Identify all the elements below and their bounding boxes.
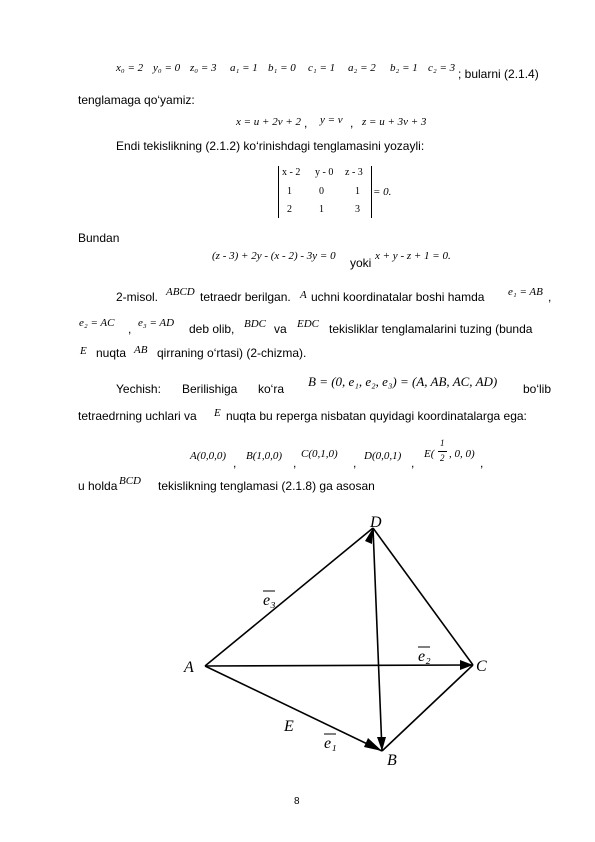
yechish-w1: Yechish: bbox=[116, 382, 161, 396]
sep2: , bbox=[350, 116, 354, 130]
ex2-comma2: , bbox=[128, 322, 132, 336]
det-r3c2: 1 bbox=[319, 204, 324, 215]
yechish-w3: ko‘ra bbox=[258, 382, 285, 396]
label-b: B bbox=[387, 752, 397, 769]
last-rest: tekislikning tenglamasi (2.1.8) ga asosan bbox=[158, 479, 375, 493]
eq-z0: z₀ = 3 bbox=[190, 62, 217, 74]
det-equals: = 0. bbox=[373, 186, 392, 198]
determinant bbox=[278, 166, 372, 218]
coord-e-post: , 0, 0) bbox=[449, 448, 475, 460]
ex2-label: 2-misol. bbox=[116, 290, 159, 304]
last-u: u holda bbox=[78, 479, 118, 493]
eq-y0: y₀ = 0 bbox=[153, 62, 181, 74]
coord-d: D(0,0,1) bbox=[364, 450, 402, 462]
yechish-line2a: tetraedrning uchlari va bbox=[78, 409, 197, 423]
yechish-line2b: nuqta bu reperga nisbatan quyidagi koordinatalarga ega: bbox=[226, 409, 527, 423]
label-a: A bbox=[184, 659, 194, 676]
coord-a: A(0,0,0) bbox=[190, 450, 227, 462]
ex2-p2: tetraedr berilgan. bbox=[200, 290, 291, 304]
edge-ab bbox=[205, 666, 382, 751]
eq-a2: a₂ = 2 bbox=[348, 62, 376, 74]
coord-e-den: 2 bbox=[440, 453, 445, 463]
eq-a1: a₁ = 1 bbox=[230, 62, 258, 74]
edge-ac bbox=[205, 665, 473, 666]
line2-text: tenglamaga qo‘yamiz: bbox=[78, 93, 195, 107]
param-z: z = u + 3v + 3 bbox=[362, 116, 427, 128]
bundan-text: Bundan bbox=[78, 231, 120, 245]
coord-e-pre: E( bbox=[424, 448, 435, 460]
coord-sep1: , bbox=[233, 456, 237, 470]
ex2-p5: tekisliklar tenglamalarini tuzing (bunda bbox=[329, 322, 533, 336]
ex2-comma1: , bbox=[548, 290, 552, 304]
det-r3c3: 3 bbox=[355, 204, 360, 215]
yechish-w4: bo‘lib bbox=[523, 382, 552, 396]
label-e: E bbox=[284, 718, 294, 735]
edge-db bbox=[373, 528, 382, 751]
det-r1c3: z - 3 bbox=[345, 167, 363, 178]
yechish-w2: Berilishiga bbox=[182, 382, 238, 396]
ex2-e1: e₁ = AB bbox=[508, 286, 543, 298]
edge-dc bbox=[373, 528, 473, 665]
param-x: x = u + 2v + 2 bbox=[236, 116, 302, 128]
page-number: 8 bbox=[294, 796, 300, 807]
ex2-p6: qirraning o‘rtasi) (2-chizma). bbox=[157, 346, 307, 360]
ex2-a: A bbox=[300, 289, 307, 301]
eq-c1: c₁ = 1 bbox=[308, 62, 336, 74]
ex2-ab: AB bbox=[134, 344, 148, 356]
ex2-abcd: ABCD bbox=[166, 286, 195, 298]
eq-c2: c₂ = 3 bbox=[428, 62, 456, 74]
ex2-nuqta: nuqta bbox=[96, 346, 127, 360]
det-r1c2: y - 0 bbox=[315, 167, 334, 178]
sep1: , bbox=[304, 116, 308, 130]
edge-da bbox=[205, 528, 373, 666]
line1-tail: ; bularni (2.1.4) bbox=[458, 67, 539, 81]
eq-x0: x₀ = 2 bbox=[116, 62, 144, 74]
ex2-bdc: BDC bbox=[244, 318, 266, 330]
result-yoki: yoki bbox=[350, 256, 372, 270]
det-r2c3: 1 bbox=[355, 186, 360, 197]
det-r3c1: 2 bbox=[287, 204, 292, 215]
last-bcd: BCD bbox=[119, 475, 141, 487]
yechish-e: E bbox=[214, 407, 221, 419]
coord-e-num: 1 bbox=[440, 438, 445, 448]
yechish-basis: B = (0, e₁, e₂, e₃) = (A, AB, AC, AD) bbox=[308, 374, 498, 389]
line3-text: Endi tekislikning (2.1.2) ko‘rinishdagi tenglamasini yozayli: bbox=[116, 139, 425, 153]
edge-bc bbox=[382, 665, 473, 751]
eq-b2: b₂ = 1 bbox=[390, 62, 418, 74]
ex2-edc: EDC bbox=[297, 318, 319, 330]
ex2-e: E bbox=[80, 345, 87, 357]
coord-e-fraction-bar bbox=[438, 451, 447, 452]
ex2-va: va bbox=[274, 322, 287, 336]
det-r1c1: x - 2 bbox=[282, 167, 301, 178]
ex2-e3: e₃ = AD bbox=[138, 317, 175, 329]
det-r2c1: 1 bbox=[287, 186, 292, 197]
label-c: C bbox=[476, 658, 487, 675]
tetrahedron-figure bbox=[180, 505, 510, 780]
label-e1: e₁ bbox=[324, 735, 337, 752]
label-e2: e₂ bbox=[418, 648, 431, 665]
param-y: y = v bbox=[320, 114, 343, 126]
ex2-e2: e₂ = AC bbox=[79, 317, 115, 329]
ex2-p3: uchni koordinatalar boshi hamda bbox=[311, 290, 485, 304]
label-e3: e₃ bbox=[263, 592, 276, 609]
result-left: (z - 3) + 2y - (x - 2) - 3y = 0 bbox=[212, 250, 336, 262]
label-d: D bbox=[370, 514, 382, 531]
det-r2c2: 0 bbox=[319, 186, 324, 197]
coord-sep3: , bbox=[353, 456, 357, 470]
coord-sep4: , bbox=[411, 456, 415, 470]
coord-sep2: , bbox=[293, 456, 297, 470]
result-right: x + y - z + 1 = 0. bbox=[375, 250, 451, 262]
coord-sep5: , bbox=[480, 456, 484, 470]
ex2-p4: deb olib, bbox=[189, 322, 235, 336]
coord-b: B(1,0,0) bbox=[246, 450, 283, 462]
coord-c: C(0,1,0) bbox=[301, 448, 338, 460]
eq-b1: b₁ = 0 bbox=[268, 62, 296, 74]
